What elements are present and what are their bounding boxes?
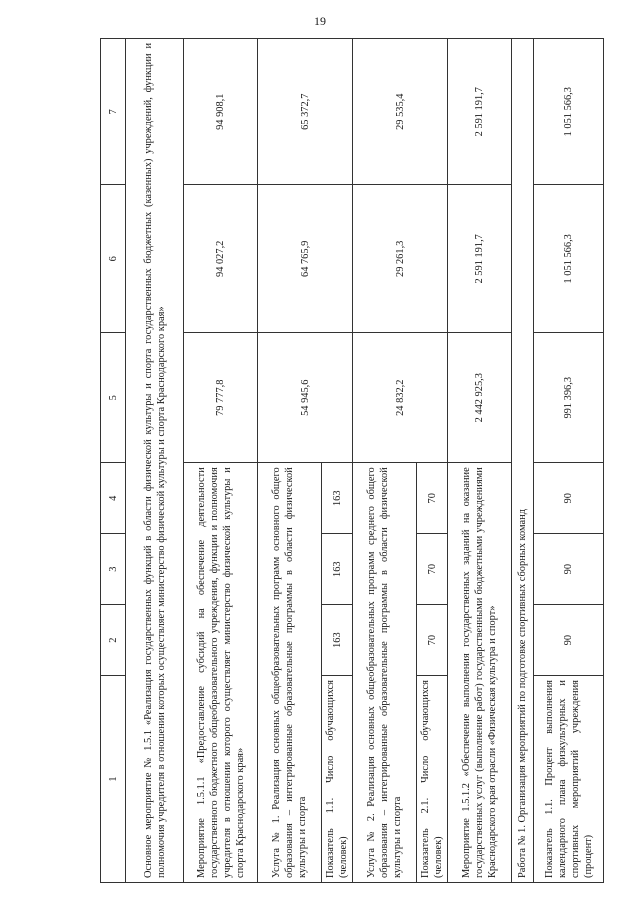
- indicator-1-1-col4: 163: [322, 463, 353, 534]
- activity-1511-col5: 79 777,8: [184, 333, 258, 463]
- activity-1512-col7: 2 591 191,7: [448, 39, 512, 185]
- table-row: [126, 39, 184, 883]
- service-1-label: Услуга № 1. Реализация основных общеобразовательных программ основного общего образования – интегрированные образовательные программы в области физической культуры и спорта: [258, 463, 322, 883]
- indicator-1-1-col3: 163: [322, 534, 353, 605]
- col-number-3: 3: [101, 534, 126, 605]
- indicator-work-col4: 90: [534, 463, 604, 534]
- activity-1512-col5: 2 442 925,3: [448, 333, 512, 463]
- indicator-work-col6: 1 051 566,3: [534, 185, 604, 333]
- col-number-2: 2: [101, 605, 126, 676]
- indicator-work-col7: 1 051 566,3: [534, 39, 604, 185]
- service-1-col6: 64 765,9: [258, 185, 353, 333]
- service-1-col5: 54 945,6: [258, 333, 353, 463]
- col-number-1: 1: [101, 676, 126, 883]
- indicator-2-1-label: Показатель 2.1. Число обучающихся (человек): [417, 676, 448, 883]
- activity-1511-label: Мероприятие 1.5.1.1 «Предоставление субсидий на обеспечение деятельности государственного бюджетного общеобразовательного учреждения, функции и полномочия учредителя в отношении которого осуществляет министерство физической культуры и спорта Краснодарского края»: [184, 463, 258, 883]
- work-1-label: Работа № 1. Организация мероприятий по подготовке спортивных сборных команд: [512, 39, 534, 883]
- col-number-5: 5: [101, 333, 126, 463]
- rotated-table-container: [100, 38, 640, 878]
- activity-1512-label: Мероприятие 1.5.1.2 «Обеспечение выполнения государственных заданий на оказание государственных услуг (выполнение работ) государственными бюджетными учреждениями Краснодарского края отрасли «Физическая культура и спорт»: [448, 463, 512, 883]
- col-number-4: 4: [101, 463, 126, 534]
- main-activity-label: Основное мероприятие № 1.5.1 «Реализация государственных функций в области физической культуры и спорта государственных бюджетных (казенных) учреждений, функции и полномочия учредителя в отношении которых осуществляет министерство физической культуры и спорта Краснодарского края»: [126, 39, 184, 883]
- table-row: [534, 39, 604, 883]
- table-row: [448, 39, 512, 883]
- indicator-2-1-col3: 70: [417, 534, 448, 605]
- indicator-2-1-col2: 70: [417, 605, 448, 676]
- activity-1512-col6: 2 591 191,7: [448, 185, 512, 333]
- table-row: [258, 39, 322, 883]
- column-number-row: [101, 39, 126, 883]
- col-number-7: 7: [101, 39, 126, 185]
- indicator-2-1-col4: 70: [417, 463, 448, 534]
- service-2-col7: 29 535,4: [353, 39, 448, 185]
- indicator-work-col2: 90: [534, 605, 604, 676]
- col-number-6: 6: [101, 185, 126, 333]
- activity-1511-col7: 94 908,1: [184, 39, 258, 185]
- indicator-1-1-label: Показатель 1.1. Число обучающихся (человек): [322, 676, 353, 883]
- table-row: [512, 39, 534, 883]
- service-1-col7: 65 372,7: [258, 39, 353, 185]
- indicator-work-label: Показатель 1.1. Процент выполнения календарного плана физкультурных и спортивных мероприятий учреждения (процент): [534, 676, 604, 883]
- landscape-table-frame: [100, 38, 594, 883]
- service-2-col5: 24 832,2: [353, 333, 448, 463]
- table-row: [184, 39, 258, 883]
- indicator-work-col5: 991 396,3: [534, 333, 604, 463]
- budget-table: [100, 38, 604, 883]
- service-2-label: Услуга № 2. Реализация основных общеобразовательных программ среднего общего образования – интегрированные образовательные программы в области физической культуры и спорта: [353, 463, 417, 883]
- activity-1511-col6: 94 027,2: [184, 185, 258, 333]
- table-row: [353, 39, 417, 883]
- page-number: 19: [314, 14, 326, 28]
- service-2-col6: 29 261,3: [353, 185, 448, 333]
- indicator-work-col3: 90: [534, 534, 604, 605]
- indicator-1-1-col2: 163: [322, 605, 353, 676]
